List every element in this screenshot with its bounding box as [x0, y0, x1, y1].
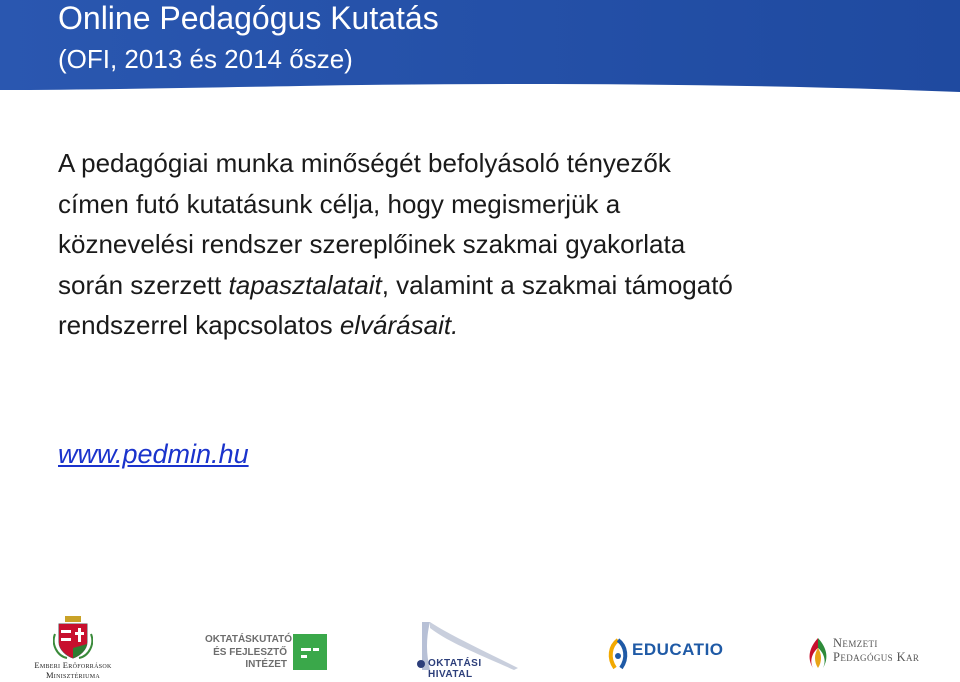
emphasis-text: elvárásait.	[339, 310, 459, 340]
emmi-name: Emberi Erőforrások Minisztériuma	[34, 660, 112, 680]
partner-logos	[0, 610, 960, 682]
emmi-logo	[18, 614, 128, 682]
coat-of-arms-icon	[53, 614, 93, 660]
npk-name: Nemzeti Pedagógus Kar	[833, 636, 920, 664]
header-banner	[0, 0, 960, 95]
npk-logo	[805, 632, 945, 682]
page-title: Online Pedagógus Kutatás	[58, 0, 439, 36]
educatio-logo	[605, 632, 735, 680]
body-line: A pedagógiai munka minőségét befolyásoló tényezők	[58, 148, 671, 178]
ofi-mark-icon	[293, 634, 327, 670]
educatio-name: EDUCATIO	[632, 640, 724, 659]
educatio-mark-icon	[605, 638, 631, 672]
body-line: köznevelési rendszer szereplőinek szakmai gyakorlata	[58, 229, 686, 259]
emphasis-text: tapasztalatait	[228, 269, 382, 300]
body-text-segment: , valamint a szakmai támogató	[381, 269, 733, 300]
oh-name: OKTATÁSI HIVATAL	[428, 658, 482, 680]
body-text-segment: során szerzett	[58, 269, 229, 300]
body-paragraph	[58, 143, 938, 346]
website-link[interactable]: www.pedmin.hu	[58, 439, 249, 469]
ofi-logo	[205, 624, 330, 680]
body-line	[58, 265, 938, 306]
oktatasi-hivatal-logo	[408, 618, 528, 680]
body-line: címen futó kutatásunk célja, hogy megismerjük a	[58, 188, 621, 219]
page-subtitle: (OFI, 2013 és 2014 ősze)	[58, 44, 353, 74]
ofi-name: OKTATÁSKUTATÓ ÉS FEJLESZTŐ INTÉZET	[205, 634, 293, 670]
body-text-segment: rendszerrel kapcsolatos	[58, 310, 340, 340]
npk-flame-icon	[805, 636, 831, 672]
body-line	[58, 305, 938, 346]
